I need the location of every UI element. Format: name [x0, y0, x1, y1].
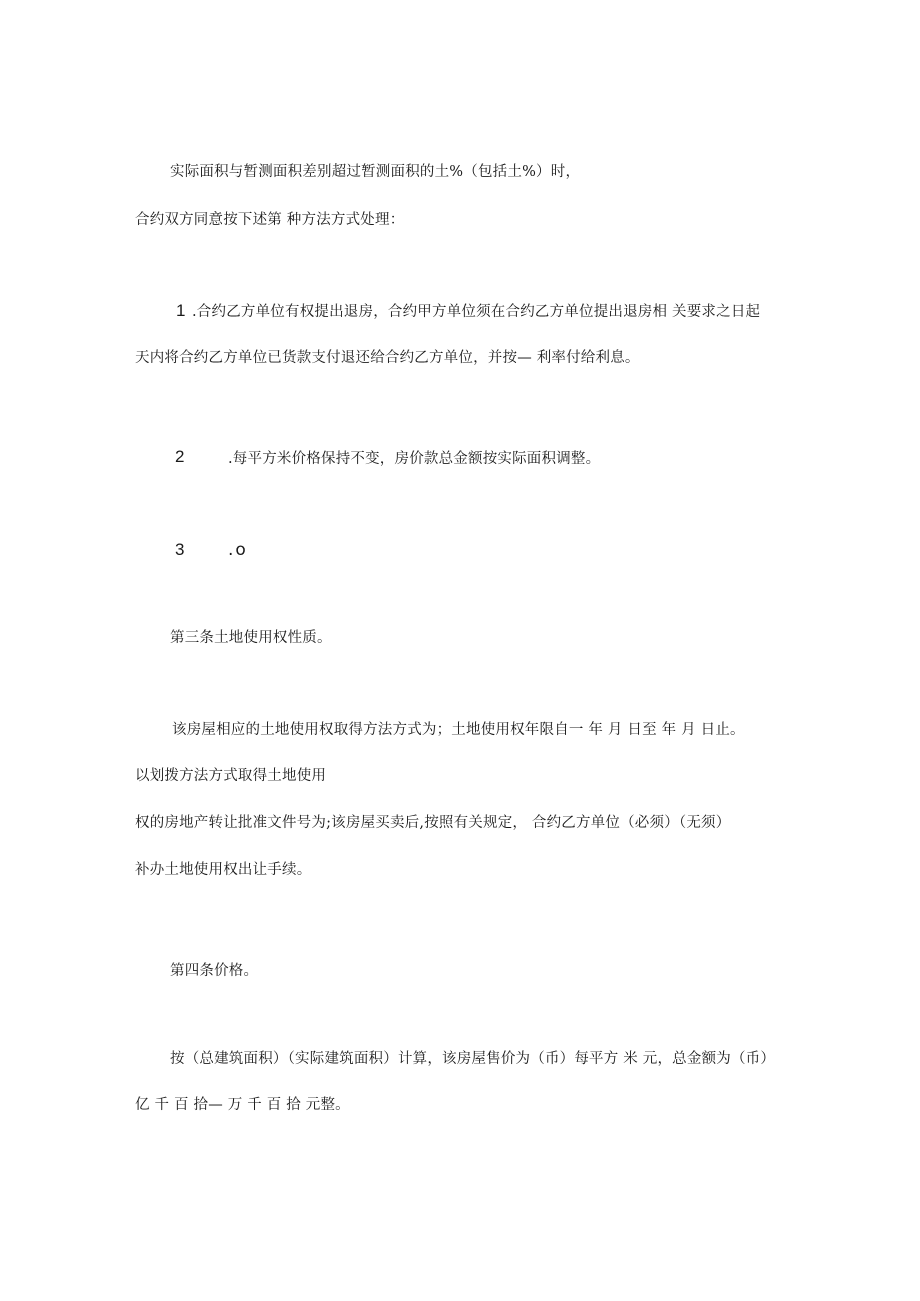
article-3-line2: 以划拨方法方式取得土地使用 — [135, 768, 327, 784]
article-4-heading: 第四条价格。 — [170, 963, 259, 979]
option-2-text: .每平方米价格保持不变，房价款总金额按实际面积调整。 — [228, 451, 601, 467]
article-3-heading: 第三条土地使用权性质。 — [170, 630, 332, 646]
article-3-line1: 该房屋相应的土地使用权取得方法方式为；土地使用权年限自一 年 月 日至 年 月 日止。 — [172, 722, 745, 738]
option-3-number: 3 — [175, 540, 185, 559]
article-3-line4: 补办土地使用权出让手续。 — [135, 862, 312, 878]
article-4-line2: 亿 千 百 拾— 万 千 百 拾 元整。 — [135, 1097, 350, 1113]
article-4-line1: 按（总建筑面积）（实际建筑面积）计算，该房屋售价为（币）每平方 米 元，总金额为（币） — [170, 1051, 776, 1067]
area-difference-clause: 实际面积与暂测面积差别超过暂测面积的土%（包括土%）时， — [170, 164, 581, 180]
option-1-text-line1: .合约乙方单位有权提出退房，合约甲方单位须在合约乙方单位提出退房相 关要求之日起 — [192, 304, 761, 320]
option-2-number: 2 — [175, 447, 185, 466]
option-1-number: 1 — [176, 301, 186, 320]
option-3-text: .o — [228, 540, 248, 560]
processing-method-clause: 合约双方同意按下述第 种方法方式处理： — [135, 212, 405, 228]
option-1-text-line2: 天内将合约乙方单位已货款支付退还给合约乙方单位，并按— 利率付给利息。 — [135, 350, 640, 366]
article-3-line3: 权的房地产转让批准文件号为;该房屋买卖后,按照有关规定， 合约乙方单位（必须）（无须） — [135, 815, 731, 831]
